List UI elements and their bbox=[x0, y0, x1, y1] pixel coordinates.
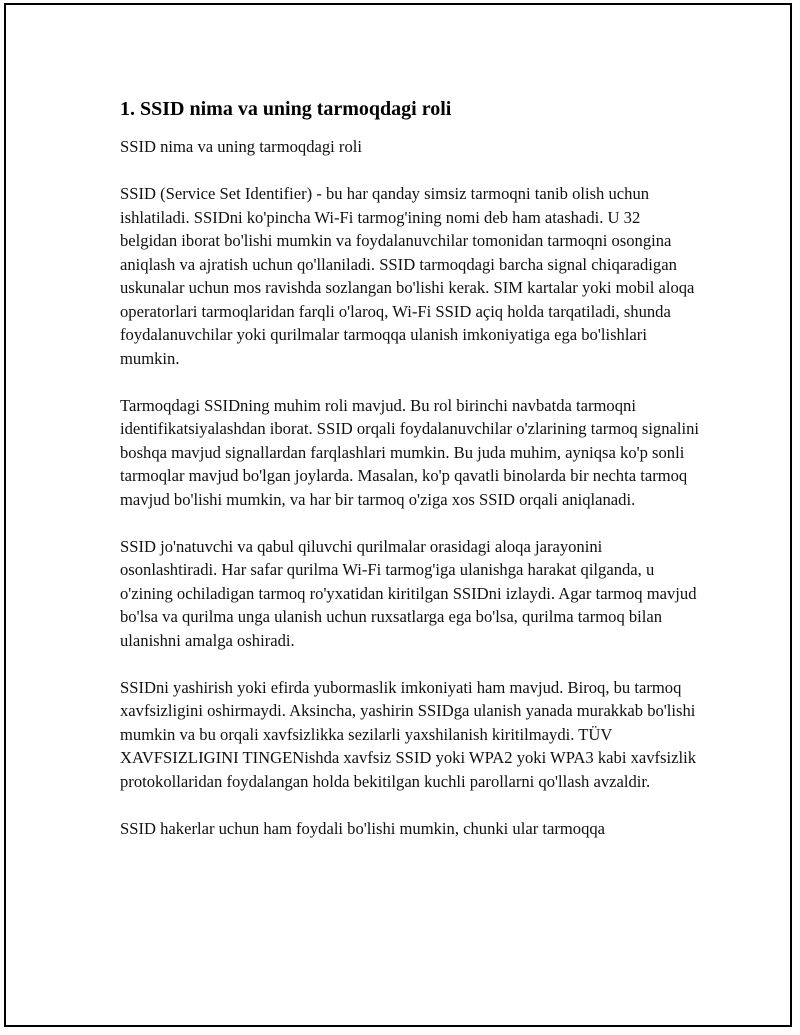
document-body bbox=[120, 95, 700, 864]
section-heading: 1. SSID nima va uning tarmoqdagi roli bbox=[120, 98, 452, 120]
paragraph-hiding: SSIDni yashirish yoki efirda yubormaslik imkoniyati ham mavjud. Biroq, bu tarmoq xavfsizligini oshirmaydi. Aksincha, yashirin SSIDga ulanish yanada murakkab bo'lishi mumkin va bu orqali xavfsizlikka sezilarli yaxshilanish kiritilmaydi. TÜV XAVFSIZLIGINI TINGENishda xavfsiz SSID yoki WPA2 yoki WPA3 kabi xavfsizlik protokollaridan foydalangan holda bekitilgan kuchli parollarni qo'llash avzaldir. bbox=[120, 677, 697, 791]
paragraph-hackers: SSID hakerlar uchun ham foydali bo'lishi mumkin, chunki ular tarmoqqa bbox=[120, 818, 606, 838]
paragraph-communication: SSID jo'natuvchi va qabul qiluvchi qurilmalar orasidagi aloqa jarayonini osonlashtiradi. Har safar qurilma Wi-Fi tarmog'iga ulanishga harakat qilganda, u o'zining ochiladigan tarmoq ro'yxatidan kiritilgan SSIDni izlaydi. Agar tarmoq mavjud bo'lsa va qurilma unga ulanish uchun ruxsatlarga ega bo'lsa, qurilma tarmoq bilan ulanishni amalga oshiradi. bbox=[120, 536, 697, 650]
paragraph-subtitle: SSID nima va uning tarmoqdagi roli bbox=[120, 137, 362, 156]
document-page bbox=[4, 3, 792, 1027]
paragraph-definition: SSID (Service Set Identifier) - bu har qanday simsiz tarmoqni tanib olish uchun ishlatiladi. SSIDni ko'pincha Wi-Fi tarmog'ining nomi deb ham atashadi. U 32 belgidan iborat bo'lishi mumkin va foydalanuvchilar tomonidan tarmoqni osongina aniqlash va ajratish uchun qo'llaniladi. SSID tarmoqdagi barcha signal chiqaradigan uskunalar uchun mos ravishda sozlangan bo'lishi kerak. SIM kartalar yoki mobil aloqa operatorlari tarmoqlaridan farqli o'laroq, Wi-Fi SSID açiq holda tarqatiladi, shunda foydalanuvchilar yoki qurilmalar tarmoqqa ulanish imkoniyatiga ega bo'lishlari mumkin. bbox=[120, 184, 695, 368]
paragraph-role: Tarmoqdagi SSIDning muhim roli mavjud. Bu rol birinchi navbatda tarmoqni identifikatsiyalashdan iborat. SSID orqali foydalanuvchilar o'zlarining tarmoq signalini boshqa mavjud signallardan farqlashlari mumkin. Bu juda muhim, ayniqsa ko'p sonli tarmoqlar mavjud bo'lgan joylarda. Masalan, ko'p qavatli binolarda bir nechta tarmoq mavjud bo'lishi mumkin, va har bir tarmoq o'ziga xos SSID orqali aniqlanadi. bbox=[120, 395, 700, 509]
